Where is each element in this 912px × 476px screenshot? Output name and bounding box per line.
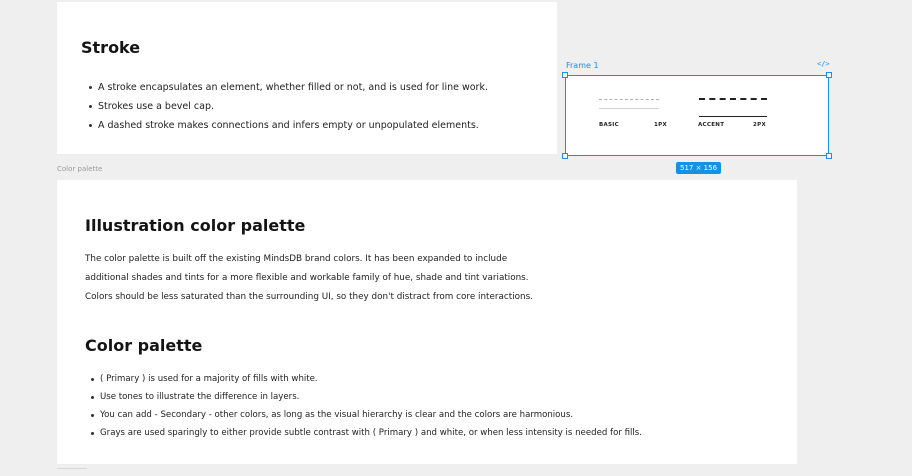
divider [57,468,87,470]
frame-name-label[interactable]: Frame 1 [566,61,599,70]
palette-paragraph [85,250,645,307]
palette-title: Illustration color palette [85,216,306,235]
list-item: Strokes use a bevel cap. [89,97,488,116]
basic-label: BASIC [599,122,619,128]
resize-handle-top-right[interactable] [826,72,832,78]
list-item: A dashed stroke makes connections and infers empty or unpopulated elements. [89,116,488,135]
section-label[interactable]: Color palette [57,165,103,173]
basic-solid-stroke[interactable] [599,108,659,109]
palette-bullet-list [91,370,642,442]
paragraph-line: The color palette is built off the existing MindsDB brand colors. It has been expanded to include [85,254,508,264]
basic-dashed-stroke[interactable] [599,99,659,100]
list-item: Grays are used sparingly to either provide subtle contrast with ( Primary ) and white, or when less intensity is needed for fills. [91,424,642,442]
resize-handle-top-left[interactable] [562,72,568,78]
paragraph-line: Colors should be less saturated than the surrounding UI, so they don't distract from core interactions. [85,292,533,302]
palette-card[interactable] [57,180,797,464]
stroke-title: Stroke [81,38,141,57]
accent-solid-stroke[interactable] [699,116,767,117]
code-icon[interactable]: </> [817,60,830,68]
list-item: You can add - Secondary - other colors, as long as the visual hierarchy is clear and the colors are harmonious. [91,406,642,424]
basic-weight-label: 1PX [654,122,667,128]
resize-handle-bottom-left[interactable] [562,153,568,159]
size-badge: 517 × 156 [676,162,721,174]
list-item: A stroke encapsulates an element, whether filled or not, and is used for line work. [89,78,488,97]
accent-weight-label: 2PX [753,122,766,128]
selected-frame[interactable] [565,75,829,156]
list-item: ( Primary ) is used for a majority of fills with white. [91,370,642,388]
palette-subtitle: Color palette [85,336,203,355]
list-item: Use tones to illustrate the difference in layers. [91,388,642,406]
accent-dashed-stroke[interactable] [699,98,767,100]
paragraph-line: additional shades and tints for a more flexible and workable family of hue, shade and tint variations. [85,273,529,283]
stroke-card[interactable] [57,2,557,154]
stroke-bullet-list [89,78,488,135]
accent-label: ACCENT [698,122,725,128]
resize-handle-bottom-right[interactable] [826,153,832,159]
